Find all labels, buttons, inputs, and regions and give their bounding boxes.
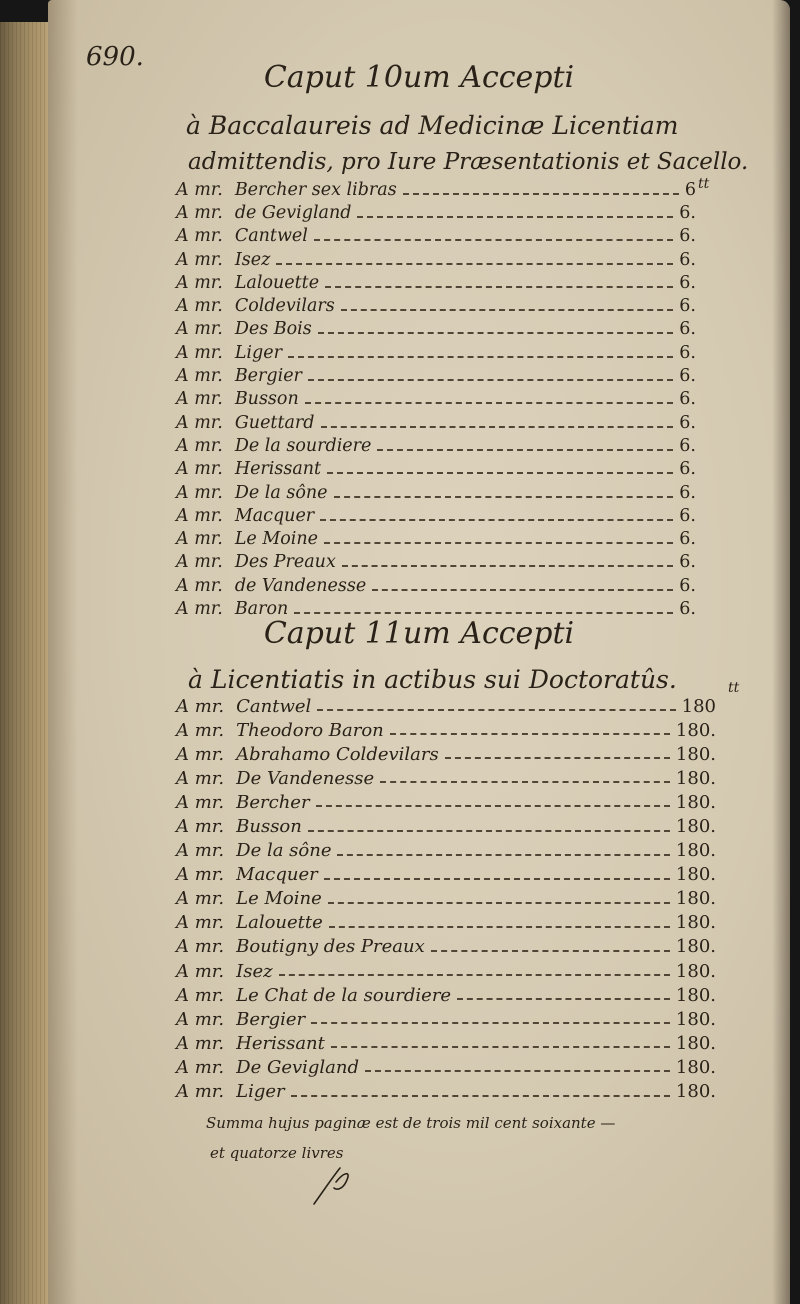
- list-item: [176, 341, 696, 364]
- entry-title: A mr.: [176, 179, 223, 200]
- entry-amount: 6.: [679, 366, 696, 387]
- list-item: [176, 814, 716, 838]
- list-item: [176, 201, 696, 224]
- leader-dashes: [291, 1095, 670, 1097]
- entry-name: Macquer: [236, 864, 318, 886]
- entry-title: A mr.: [176, 936, 225, 958]
- entry-name: De Vandenesse: [236, 767, 375, 789]
- entry-amount: 180.: [675, 864, 716, 886]
- leader-dashes: [308, 379, 673, 381]
- entry-amount: 6.: [679, 435, 696, 456]
- entry-name: Liger: [236, 1081, 285, 1103]
- section-1-subheading-line-2: admittendis, pro Iure Præsentationis et Sacello.: [188, 149, 749, 175]
- leader-dashes: [321, 426, 674, 428]
- list-item: [176, 839, 716, 863]
- entry-amount: 180.: [675, 1008, 716, 1030]
- entry-name: Isez: [236, 960, 273, 982]
- leader-dashes: [341, 309, 674, 311]
- entry-name: Le Chat de la sourdiere: [236, 984, 452, 1006]
- leader-dashes: [457, 998, 670, 1000]
- entry-amount: 180.: [675, 1032, 716, 1054]
- entry-amount: 6.: [679, 342, 696, 363]
- leader-dashes: [365, 1070, 670, 1072]
- list-item: [176, 504, 696, 527]
- entry-name: Lalouette: [234, 272, 320, 293]
- leader-dashes: [377, 449, 673, 451]
- section-1-subheading-line-1: à Baccalaureis ad Medicinæ Licentiam: [186, 111, 679, 140]
- entry-title: A mr.: [176, 984, 225, 1006]
- entry-title: A mr.: [176, 552, 223, 573]
- list-item: [176, 983, 716, 1007]
- entry-name: Liger: [234, 342, 282, 363]
- entry-title: A mr.: [176, 272, 223, 293]
- list-item: [176, 388, 696, 411]
- entry-name: Herissant: [236, 1032, 325, 1054]
- entry-title: A mr.: [176, 202, 223, 223]
- entry-title: A mr.: [176, 816, 225, 838]
- entry-amount: 6.: [679, 226, 696, 247]
- list-item: [176, 1055, 716, 1079]
- entry-amount: 180.: [675, 888, 716, 910]
- list-item: [176, 318, 696, 341]
- entry-title: A mr.: [176, 1032, 225, 1054]
- entry-title: A mr.: [176, 1081, 225, 1103]
- leader-dashes: [431, 950, 670, 952]
- list-item: [176, 458, 696, 481]
- entry-name: Busson: [236, 816, 302, 838]
- leader-dashes: [305, 402, 674, 404]
- entry-title: A mr.: [176, 840, 225, 862]
- entry-name: Bergier: [234, 366, 302, 387]
- entry-amount: 6.: [679, 505, 696, 526]
- entry-name: Coldevilars: [234, 296, 335, 317]
- list-item: [176, 248, 696, 271]
- entry-amount: 6.: [679, 389, 696, 410]
- leader-dashes: [327, 472, 673, 474]
- section-1-entry-list: [176, 178, 696, 621]
- list-item: [176, 178, 696, 201]
- list-item: [176, 694, 716, 718]
- list-item: [176, 271, 696, 294]
- entry-title: A mr.: [176, 719, 225, 741]
- entry-title: A mr.: [176, 864, 225, 886]
- list-item: [176, 766, 716, 790]
- entry-name: de Gevigland: [234, 202, 352, 223]
- page-sum-line-1: Summa hujus paginæ est de trois mil cent soixante —: [206, 1114, 616, 1132]
- book-page-edges: [0, 22, 52, 1304]
- leader-dashes: [318, 332, 674, 334]
- entry-name: Herissant: [234, 459, 322, 480]
- leader-dashes: [331, 1046, 670, 1048]
- leader-dashes: [337, 854, 669, 856]
- leader-dashes: [403, 193, 679, 195]
- entry-title: A mr.: [176, 695, 225, 717]
- entry-amount: 6.: [679, 482, 696, 503]
- leader-dashes: [324, 878, 670, 880]
- entry-title: A mr.: [176, 226, 223, 247]
- leader-dashes: [276, 263, 673, 265]
- entry-title: A mr.: [176, 529, 223, 550]
- entry-name: Abrahamo Coldevilars: [236, 743, 439, 765]
- entry-amount: 180.: [675, 1056, 716, 1078]
- leader-dashes: [357, 216, 673, 218]
- entry-title: A mr.: [176, 435, 223, 456]
- list-item: [176, 364, 696, 387]
- entry-amount: 6.: [679, 575, 696, 596]
- leader-dashes: [390, 733, 670, 735]
- entry-amount: 180.: [675, 816, 716, 838]
- entry-name: Des Preaux: [234, 552, 336, 573]
- entry-amount: 6.: [679, 272, 696, 293]
- entry-name: Bercher: [236, 791, 310, 813]
- section-1-currency-mark: tt: [698, 176, 710, 192]
- leader-dashes: [316, 805, 670, 807]
- leader-dashes: [317, 709, 675, 711]
- list-item: [176, 742, 716, 766]
- entry-amount: 6.: [679, 529, 696, 550]
- entry-name: Theodoro Baron: [236, 719, 384, 741]
- entry-amount: 6.: [679, 202, 696, 223]
- list-item: [176, 718, 716, 742]
- section-2-heading: Caput 11um Accepti: [263, 616, 575, 651]
- entry-amount: 6.: [679, 249, 696, 270]
- entry-name: Cantwel: [236, 695, 312, 717]
- manuscript-page: [48, 0, 790, 1304]
- entry-amount: 6: [684, 179, 696, 200]
- entry-name: De la sône: [234, 482, 328, 503]
- entry-amount: 180.: [675, 791, 716, 813]
- list-item: [176, 225, 696, 248]
- list-item: [176, 790, 716, 814]
- entry-title: A mr.: [176, 296, 223, 317]
- leader-dashes: [342, 565, 673, 567]
- entry-amount: 6.: [679, 552, 696, 573]
- list-item: [176, 574, 696, 597]
- entry-name: De la sourdiere: [234, 435, 372, 456]
- leader-dashes: [372, 589, 673, 591]
- entry-title: A mr.: [176, 912, 225, 934]
- leader-dashes: [294, 612, 673, 614]
- list-item: [176, 1007, 716, 1031]
- leader-dashes: [288, 356, 673, 358]
- entry-title: A mr.: [176, 888, 225, 910]
- list-item: [176, 959, 716, 983]
- leader-dashes: [334, 496, 674, 498]
- entry-name: Lalouette: [236, 912, 323, 934]
- entry-title: A mr.: [176, 575, 223, 596]
- entry-amount: 6.: [679, 459, 696, 480]
- entry-amount: 180.: [675, 984, 716, 1006]
- entry-name: Busson: [234, 389, 299, 410]
- leader-dashes: [320, 519, 673, 521]
- entry-amount: 180.: [675, 912, 716, 934]
- list-item: [176, 434, 696, 457]
- section-1-heading: Caput 10um Accepti: [263, 60, 575, 95]
- entry-name: Des Bois: [234, 319, 312, 340]
- entry-title: A mr.: [176, 505, 223, 526]
- leader-dashes: [314, 239, 673, 241]
- list-item: [176, 551, 696, 574]
- section-2-subheading: à Licentiatis in actibus sui Doctoratûs.: [188, 665, 677, 694]
- entry-amount: 180.: [675, 960, 716, 982]
- list-item: [176, 481, 696, 504]
- entry-amount: 180.: [675, 743, 716, 765]
- entry-amount: 180.: [675, 767, 716, 789]
- entry-title: A mr.: [176, 482, 223, 503]
- entry-name: de Vandenesse: [234, 575, 367, 596]
- leader-dashes: [325, 286, 673, 288]
- entry-name: Baron: [234, 598, 289, 619]
- entry-amount: 6.: [679, 319, 696, 340]
- entry-title: A mr.: [176, 791, 225, 813]
- entry-title: A mr.: [176, 743, 225, 765]
- entry-name: Boutigny des Preaux: [236, 936, 425, 958]
- entry-name: Isez: [234, 249, 271, 270]
- list-item: [176, 294, 696, 317]
- entry-amount: 6.: [679, 598, 696, 619]
- entry-name: Bergier: [236, 1008, 306, 1030]
- leader-dashes: [308, 830, 670, 832]
- entry-name: Bercher sex libras: [234, 179, 397, 200]
- list-item: [176, 1080, 716, 1104]
- section-2-currency-mark: tt: [728, 680, 740, 696]
- list-item: [176, 527, 696, 550]
- entry-name: Le Moine: [236, 888, 322, 910]
- entry-title: A mr.: [176, 319, 223, 340]
- list-item: [176, 863, 716, 887]
- page-sum-line-2: et quatorze livres: [210, 1144, 344, 1162]
- leader-dashes: [279, 974, 670, 976]
- entry-title: A mr.: [176, 366, 223, 387]
- entry-title: A mr.: [176, 342, 223, 363]
- entry-title: A mr.: [176, 412, 223, 433]
- leader-dashes: [445, 757, 670, 759]
- entry-title: A mr.: [176, 960, 225, 982]
- list-item: [176, 911, 716, 935]
- list-item: [176, 411, 696, 434]
- list-item: [176, 1031, 716, 1055]
- page-number: 690.: [86, 42, 144, 72]
- entry-title: A mr.: [176, 1008, 225, 1030]
- entry-title: A mr.: [176, 1056, 225, 1078]
- signature-paraph-icon: [306, 1160, 356, 1210]
- entry-amount: 180.: [675, 936, 716, 958]
- leader-dashes: [380, 781, 670, 783]
- leader-dashes: [329, 926, 670, 928]
- entry-title: A mr.: [176, 598, 223, 619]
- entry-amount: 6.: [679, 296, 696, 317]
- leader-dashes: [324, 542, 673, 544]
- entry-name: Macquer: [234, 505, 315, 526]
- entry-name: Le Moine: [234, 529, 319, 550]
- leader-dashes: [311, 1022, 670, 1024]
- entry-amount: 180: [681, 695, 716, 717]
- entry-title: A mr.: [176, 389, 223, 410]
- list-item: [176, 887, 716, 911]
- section-2-entry-list: [176, 694, 716, 1104]
- entry-title: A mr.: [176, 249, 223, 270]
- entry-title: A mr.: [176, 767, 225, 789]
- entry-amount: 180.: [675, 719, 716, 741]
- leader-dashes: [328, 902, 670, 904]
- list-item: [176, 935, 716, 959]
- entry-name: Guettard: [234, 412, 315, 433]
- entry-name: Cantwel: [234, 226, 308, 247]
- entry-name: De la sône: [236, 840, 332, 862]
- entry-amount: 180.: [675, 1081, 716, 1103]
- entry-title: A mr.: [176, 459, 223, 480]
- entry-amount: 180.: [675, 840, 716, 862]
- page-sum-note: [206, 1108, 676, 1168]
- entry-name: De Gevigland: [236, 1056, 360, 1078]
- entry-amount: 6.: [679, 412, 696, 433]
